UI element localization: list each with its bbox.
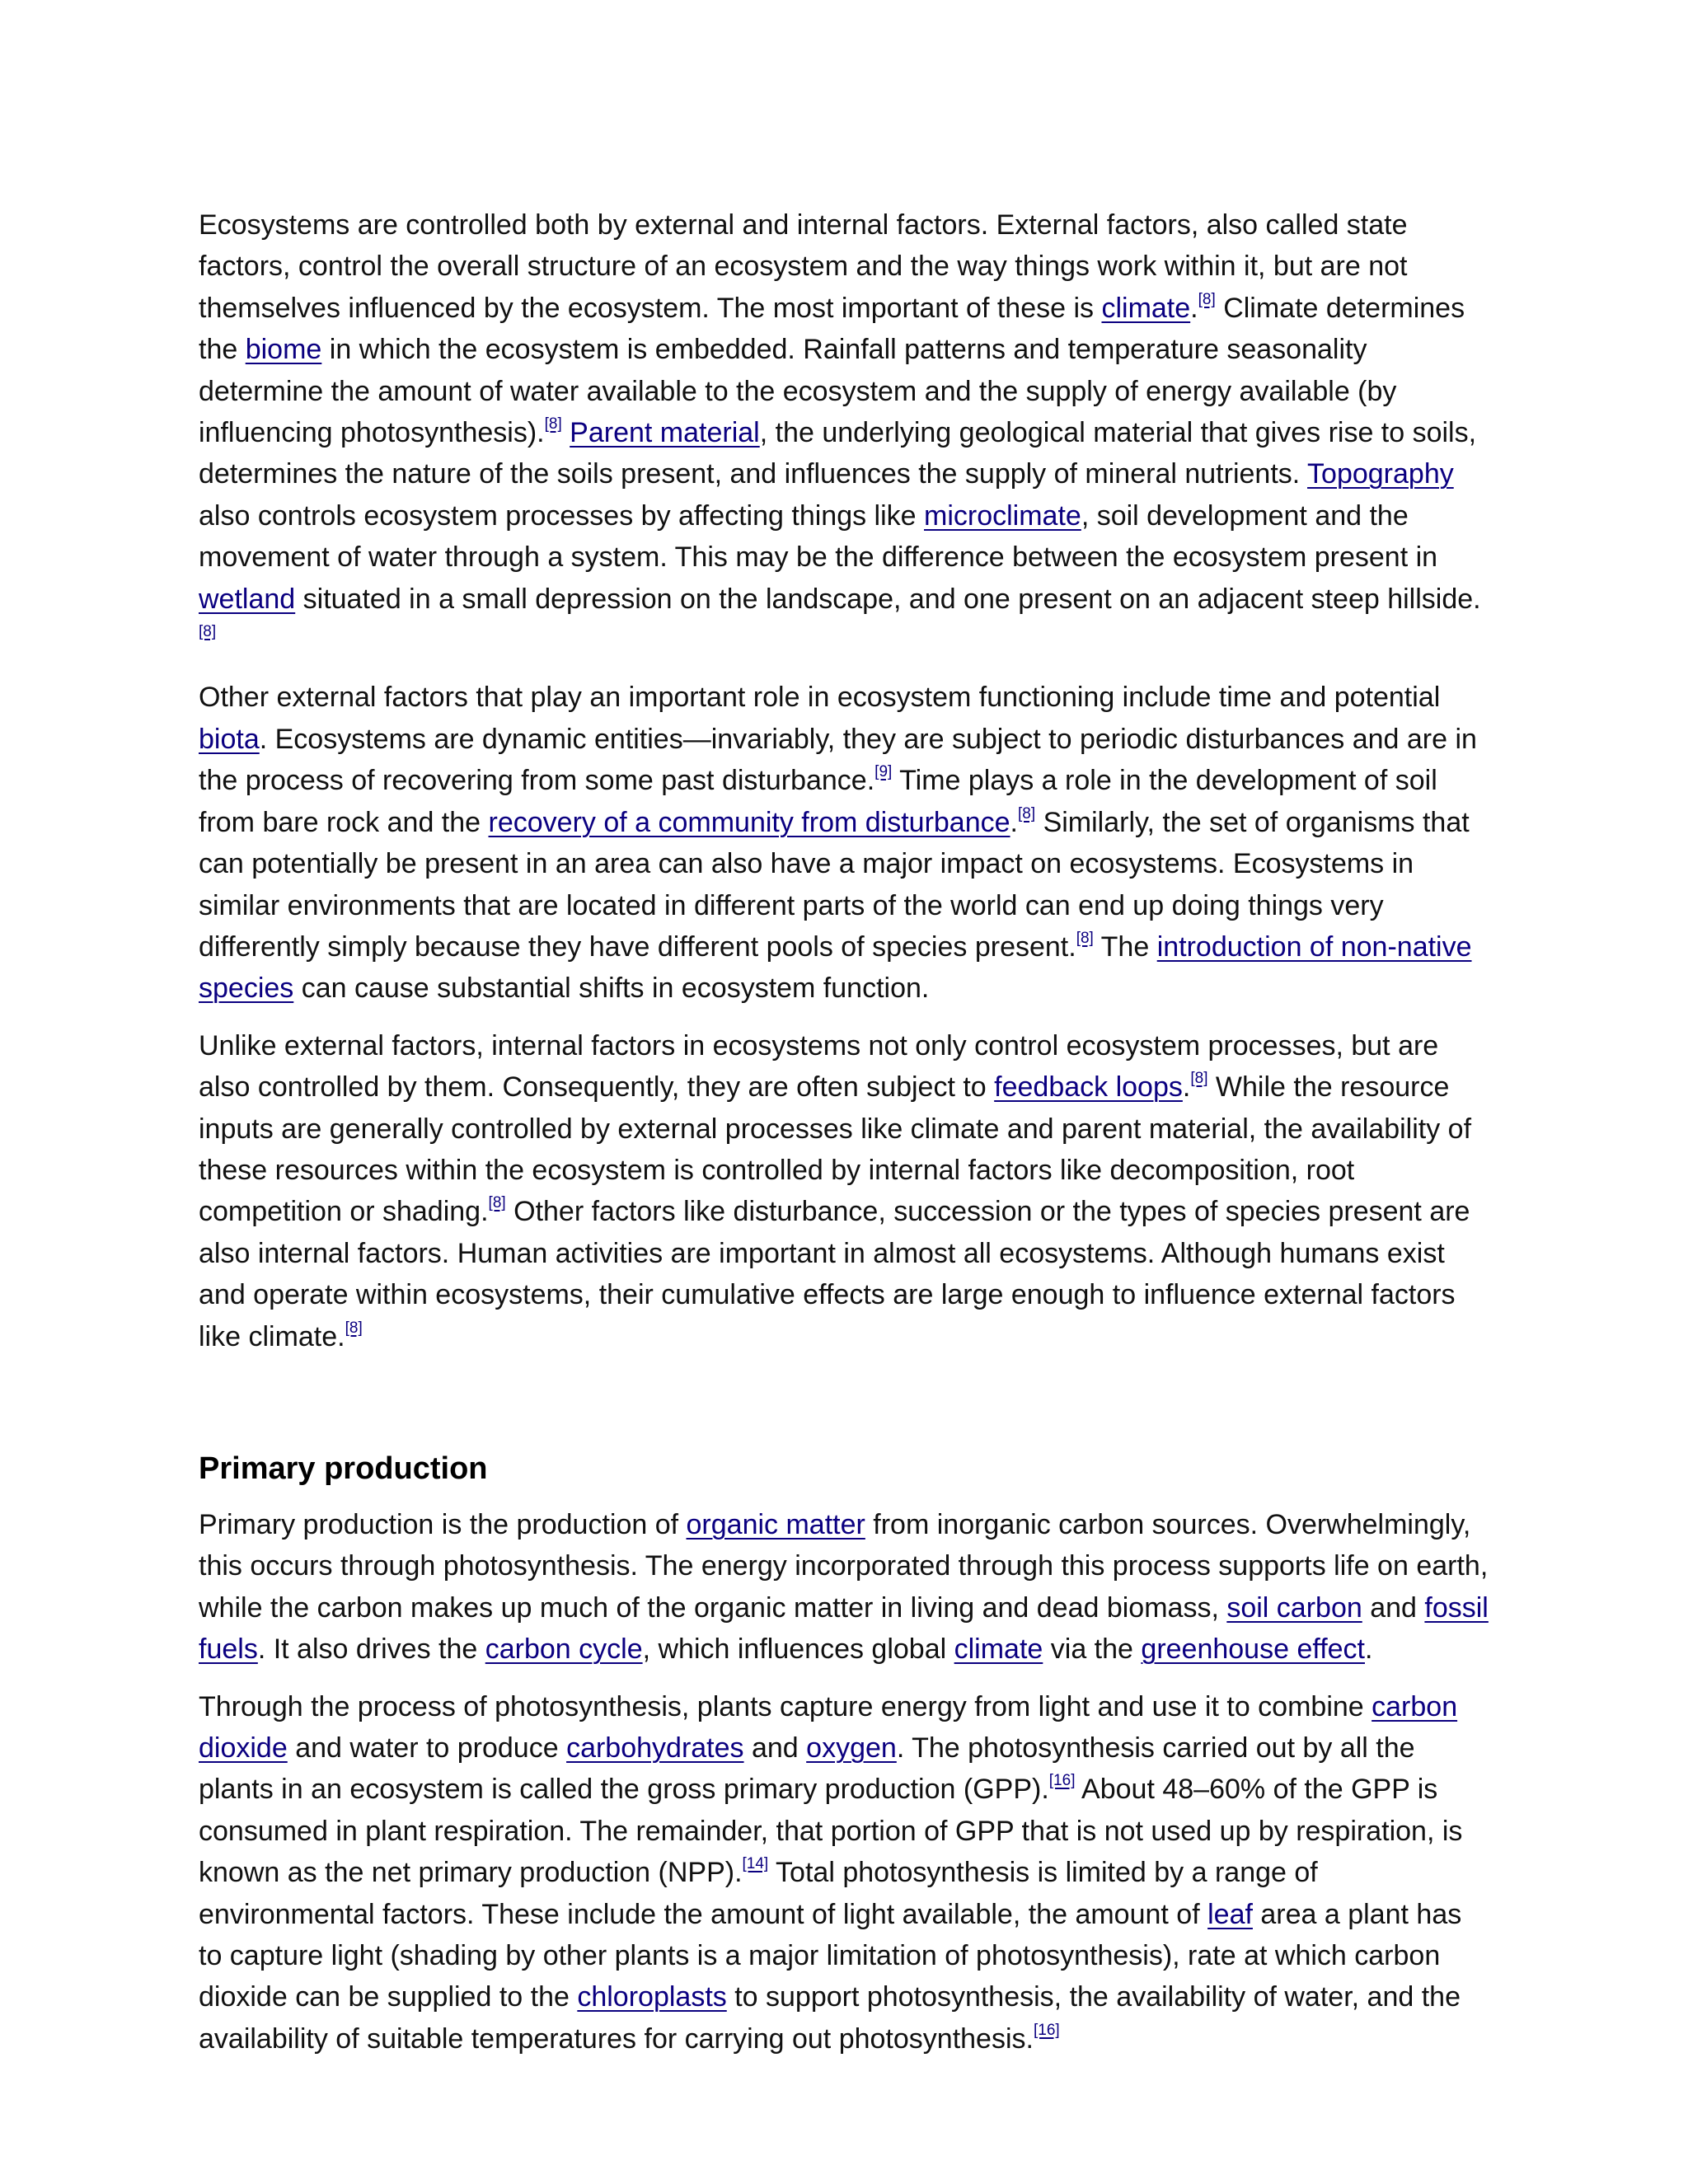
link-fossil-fuels[interactable]: fossil fuels — [199, 1591, 1489, 1666]
link-carbohydrates[interactable]: carbohydrates — [566, 1732, 744, 1764]
link-biota[interactable]: biota — [199, 723, 260, 755]
paragraph-p2 — [199, 677, 1493, 1009]
citation — [1198, 291, 1216, 308]
text-run: , the underlying geological material that gives rise to soils, determines the nature of the soils present, and influences the supply of mineral nutrients. — [199, 417, 1477, 490]
text-run: also controls ecosystem processes by affecting things like — [199, 499, 925, 532]
state-factors-section — [199, 204, 1493, 1357]
paragraph-p5 — [199, 1686, 1493, 2060]
text-run: About 48–60% of the GPP is consumed in plant respiration. The remainder, that portion of GPP that is not used up by respiration, is known as the net primary production (NPP). — [199, 1774, 1463, 1889]
citation-link[interactable]: [8] — [345, 1319, 363, 1337]
citation — [345, 1319, 363, 1337]
text-run: . — [1010, 806, 1018, 838]
text-run: and — [743, 1732, 807, 1764]
paragraph-p4 — [199, 1504, 1493, 1671]
citation — [1049, 1772, 1076, 1789]
link-parent-material[interactable]: Parent material — [570, 417, 760, 449]
citation-link[interactable]: [16] — [1033, 2021, 1060, 2039]
text-run: While the resource inputs are generally controlled by external processes like climate and parent material, the availability of these resources within the ecosystem is controlled by internal factors like decomposition, root competition or shading. — [199, 1071, 1472, 1228]
text-run: to support photosynthesis, the availability of water, and the availability of suitable temperatures for carrying out photosynthesis. — [199, 1981, 1461, 2055]
link-biome[interactable]: biome — [245, 334, 322, 366]
link-carbon-cycle[interactable]: carbon cycle — [485, 1633, 643, 1666]
text-run: and — [1362, 1591, 1425, 1624]
text-run: can cause substantial shifts in ecosystem function. — [293, 972, 930, 1005]
link-chloroplasts[interactable]: chloroplasts — [577, 1981, 727, 2013]
text-run: . — [1365, 1633, 1373, 1666]
text-run — [562, 417, 570, 448]
citation — [1018, 805, 1035, 823]
text-run: . — [1182, 1071, 1191, 1104]
link-wetland[interactable]: wetland — [199, 583, 296, 615]
text-run: Similarly, the set of organisms that can potentially be present in an area can also have a major impact on ecosystems. Ecosystems in similar environments that are located in different parts of the world can end up doing things very differently simply because they have different pools of species present. — [199, 806, 1470, 963]
text-run: in which the ecosystem is embedded. Rainfall patterns and temperature seasonality determine the amount of water available to the ecosystem and the supply of energy available (by influencing photosynthesis). — [199, 334, 1397, 449]
text-run: Other factors like disturbance, succession or the types of species present are also internal factors. Human activities are important in almost all ecosystems. Although humans exist and operate within ecosystems, their cumulative effects are large enough to influence external factors like climate. — [199, 1196, 1470, 1352]
primary-production-section — [199, 1504, 1493, 2060]
citation-link[interactable]: [8] — [544, 415, 562, 434]
text-run: . It also drives the — [257, 1633, 485, 1666]
link-introduction-of-non-native-species[interactable]: introduction of non-native species — [199, 930, 1472, 1005]
link-leaf[interactable]: leaf — [1207, 1898, 1253, 1930]
citation — [545, 415, 562, 433]
citation — [1034, 2022, 1060, 2039]
citation-link[interactable]: [8] — [199, 623, 217, 641]
link-oxygen[interactable]: oxygen — [806, 1732, 897, 1764]
link-feedback-loops[interactable]: feedback loops — [994, 1071, 1183, 1104]
link-climate-2[interactable]: climate — [954, 1633, 1043, 1666]
link-greenhouse-effect[interactable]: greenhouse effect — [1141, 1633, 1365, 1666]
citation-link[interactable]: [8] — [1190, 1070, 1208, 1088]
link-organic-matter[interactable]: organic matter — [686, 1508, 865, 1540]
text-run: Climate determines the — [199, 292, 1465, 366]
text-run: , soil development and the movement of water through a system. This may be the difference between the ecosystem present in — [199, 499, 1438, 574]
text-run: via the — [1043, 1633, 1142, 1666]
citation-link[interactable]: [8] — [1198, 290, 1216, 308]
citation-link[interactable]: [16] — [1048, 1772, 1076, 1790]
text-run: Through the process of photosynthesis, plants capture energy from light and use it to combine — [199, 1690, 1372, 1722]
text-run: . The photosynthesis carried out by all the plants in an ecosystem is called the gross primary production (GPP). — [199, 1732, 1415, 1806]
article-body — [199, 204, 1493, 2075]
citation-link[interactable]: [8] — [488, 1194, 506, 1212]
citation — [199, 623, 216, 640]
link-climate[interactable]: climate — [1101, 292, 1191, 324]
text-run: . — [1190, 292, 1198, 324]
citation — [743, 1855, 769, 1872]
text-run: Other external factors that play an important role in ecosystem functioning include time and potential — [199, 682, 1441, 714]
text-run: The — [1093, 930, 1157, 963]
paragraph-p3 — [199, 1025, 1493, 1357]
citation — [489, 1194, 506, 1212]
citation-link[interactable]: [14] — [742, 1855, 769, 1873]
citation-link[interactable]: [9] — [874, 763, 893, 781]
citation-link[interactable]: [8] — [1018, 804, 1036, 823]
text-run: from inorganic carbon sources. Overwhelmingly, this occurs through photosynthesis. The energy incorporated through this process supports life on earth, while the carbon makes up much of the organic matter in living and dead biomass, — [199, 1508, 1489, 1624]
link-topography[interactable]: Topography — [1307, 458, 1454, 490]
text-run: Primary production is the production of — [199, 1508, 687, 1540]
text-run: , which influences global — [642, 1633, 954, 1666]
citation — [1076, 930, 1094, 947]
paragraph-p1 — [199, 204, 1493, 661]
text-run: situated in a small depression on the landscape, and one present on an adjacent steep hillside. — [295, 583, 1481, 615]
section-heading-primary-production: Primary production — [199, 1451, 488, 1486]
link-recovery-of-a-community[interactable]: recovery of a community from disturbance — [488, 806, 1010, 838]
text-run: Ecosystems are controlled both by external and internal factors. External factors, also called state factors, control the overall structure of an ecosystem and the way things work within it, but are not themselves influenced by the ecosystem. The most important of these is — [199, 209, 1408, 324]
text-run: . Ecosystems are dynamic entities—invariably, they are subject to periodic disturbances and are in the process of recovering from some past disturbance. — [199, 723, 1477, 797]
link-microclimate[interactable]: microclimate — [924, 499, 1081, 532]
text-run: Total photosynthesis is limited by a range of environmental factors. These include the amount of light available, the amount of — [199, 1857, 1318, 1930]
text-run: Unlike external factors, internal factors in ecosystems not only control ecosystem processes, but are also controlled by them. Consequently, they are often subject to — [199, 1029, 1439, 1104]
text-run: Time plays a role in the development of soil from bare rock and the — [199, 765, 1437, 838]
text-run: area a plant has to capture light (shading by other plants is a major limitation of photosynthesis), rate at which carbon dioxide can be supplied to the — [199, 1898, 1462, 2013]
link-carbon-dioxide[interactable]: carbon dioxide — [199, 1690, 1458, 1764]
text-run: and water to produce — [287, 1732, 567, 1764]
link-soil-carbon[interactable]: soil carbon — [1226, 1591, 1362, 1624]
citation-link[interactable]: [8] — [1076, 929, 1094, 947]
citation — [874, 763, 892, 780]
citation — [1190, 1070, 1207, 1087]
